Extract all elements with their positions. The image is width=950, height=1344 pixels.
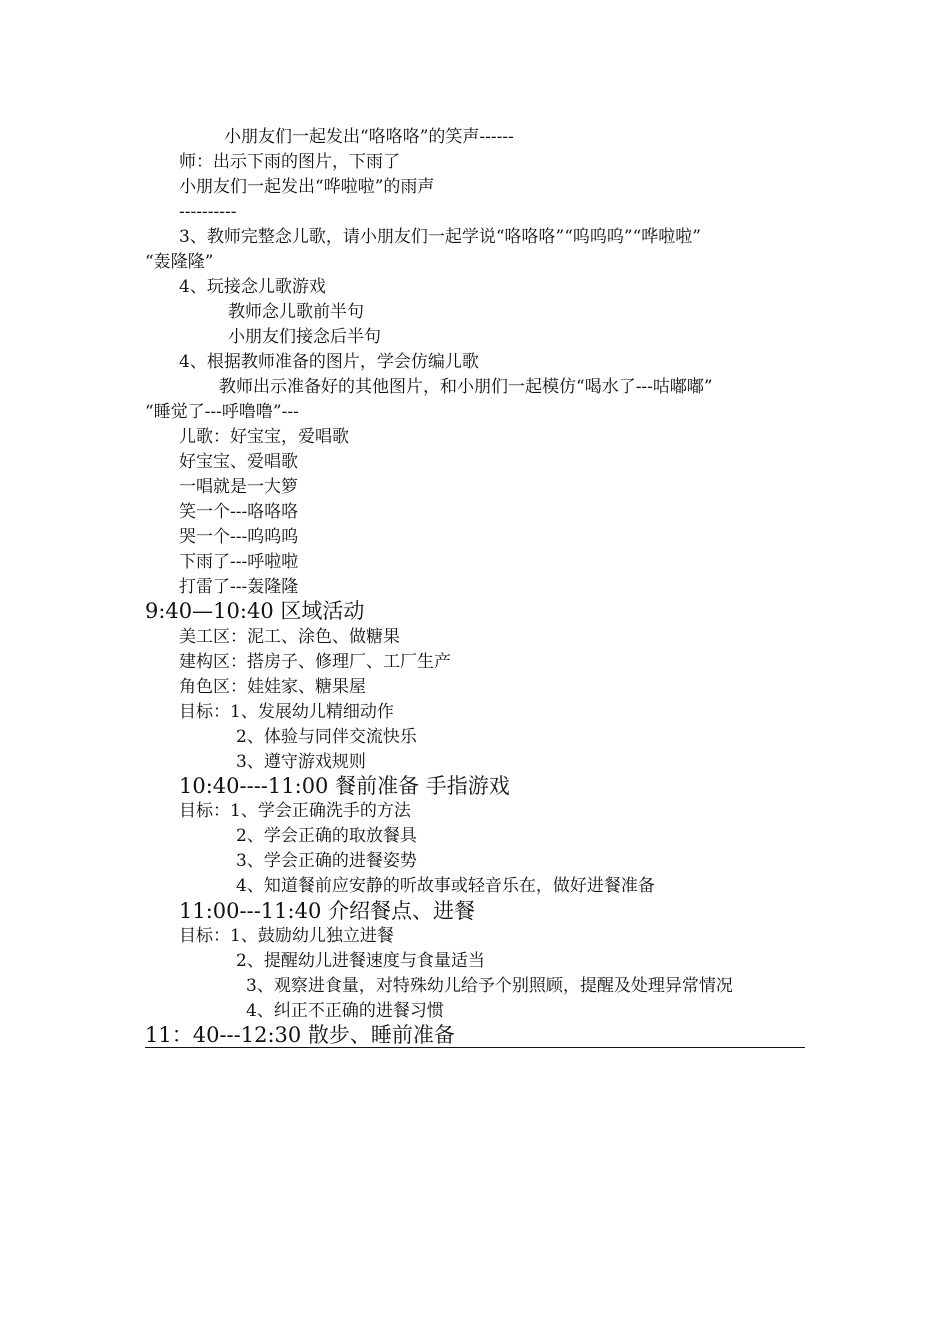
text-line: 小朋友们一起发出“咯咯咯”的笑声------ bbox=[224, 127, 514, 147]
text-line: 3、学会正确的进餐姿势 bbox=[236, 851, 417, 871]
text-line: 哭一个---呜呜呜 bbox=[179, 527, 299, 547]
text-line: 目标：1、发展幼儿精细动作 bbox=[179, 702, 394, 722]
text-line: 打雷了---轰隆隆 bbox=[179, 577, 299, 597]
text-line: 目标：1、学会正确洗手的方法 bbox=[179, 801, 411, 821]
text-line: 建构区：搭房子、修理厂、工厂生产 bbox=[179, 652, 451, 672]
text-line: 下雨了---呼啦啦 bbox=[179, 552, 299, 572]
schedule-heading: 10:40----11:00 餐前准备 手指游戏 bbox=[179, 774, 510, 798]
schedule-heading: 11:00---11:40 介绍餐点、进餐 bbox=[179, 899, 475, 923]
text-line: 小朋友们接念后半句 bbox=[228, 327, 381, 347]
text-line: 3、观察进食量，对特殊幼儿给予个别照顾，提醒及处理异常情况 bbox=[246, 976, 733, 996]
text-line: “轰隆隆” bbox=[145, 252, 214, 272]
text-line: 美工区：泥工、涂色、做糖果 bbox=[179, 627, 400, 647]
text-line: 3、教师完整念儿歌，请小朋友们一起学说“咯咯咯”“呜呜呜”“哗啦啦” bbox=[179, 227, 701, 247]
text-line: 好宝宝、爱唱歌 bbox=[179, 452, 298, 472]
text-line: “睡觉了---呼噜噜”--- bbox=[145, 402, 299, 422]
text-line: 笑一个---咯咯咯 bbox=[179, 502, 299, 522]
text-line: ---------- bbox=[179, 202, 237, 222]
text-line: 2、学会正确的取放餐具 bbox=[236, 826, 417, 846]
text-line: 小朋友们一起发出“哗啦啦”的雨声 bbox=[179, 177, 435, 197]
text-line: 师：出示下雨的图片，下雨了 bbox=[179, 152, 400, 172]
text-line: 2、提醒幼儿进餐速度与食量适当 bbox=[236, 951, 485, 971]
text-line: 4、知道餐前应安静的听故事或轻音乐在，做好进餐准备 bbox=[236, 876, 655, 896]
text-line: 4、纠正不正确的进餐习惯 bbox=[246, 1001, 444, 1021]
text-line: 儿歌：好宝宝，爱唱歌 bbox=[179, 427, 349, 447]
text-line: 教师念儿歌前半句 bbox=[228, 302, 364, 322]
text-line: 3、遵守游戏规则 bbox=[236, 752, 366, 772]
schedule-heading: 9:40—10:40 区域活动 bbox=[145, 599, 365, 623]
text-line: 4、根据教师准备的图片，学会仿编儿歌 bbox=[179, 352, 479, 372]
text-line: 教师出示准备好的其他图片，和小朋们一起模仿“喝水了---咕嘟嘟” bbox=[219, 377, 713, 397]
schedule-heading: 11：40---12:30 散步、睡前准备 bbox=[145, 1023, 455, 1047]
text-line: 2、体验与同伴交流快乐 bbox=[236, 727, 417, 747]
text-line: 4、玩接念儿歌游戏 bbox=[179, 277, 326, 297]
bottom-rule bbox=[145, 1047, 805, 1048]
text-line: 目标：1、鼓励幼儿独立进餐 bbox=[179, 926, 394, 946]
text-line: 角色区：娃娃家、糖果屋 bbox=[179, 677, 366, 697]
text-line: 一唱就是一大箩 bbox=[179, 477, 298, 497]
